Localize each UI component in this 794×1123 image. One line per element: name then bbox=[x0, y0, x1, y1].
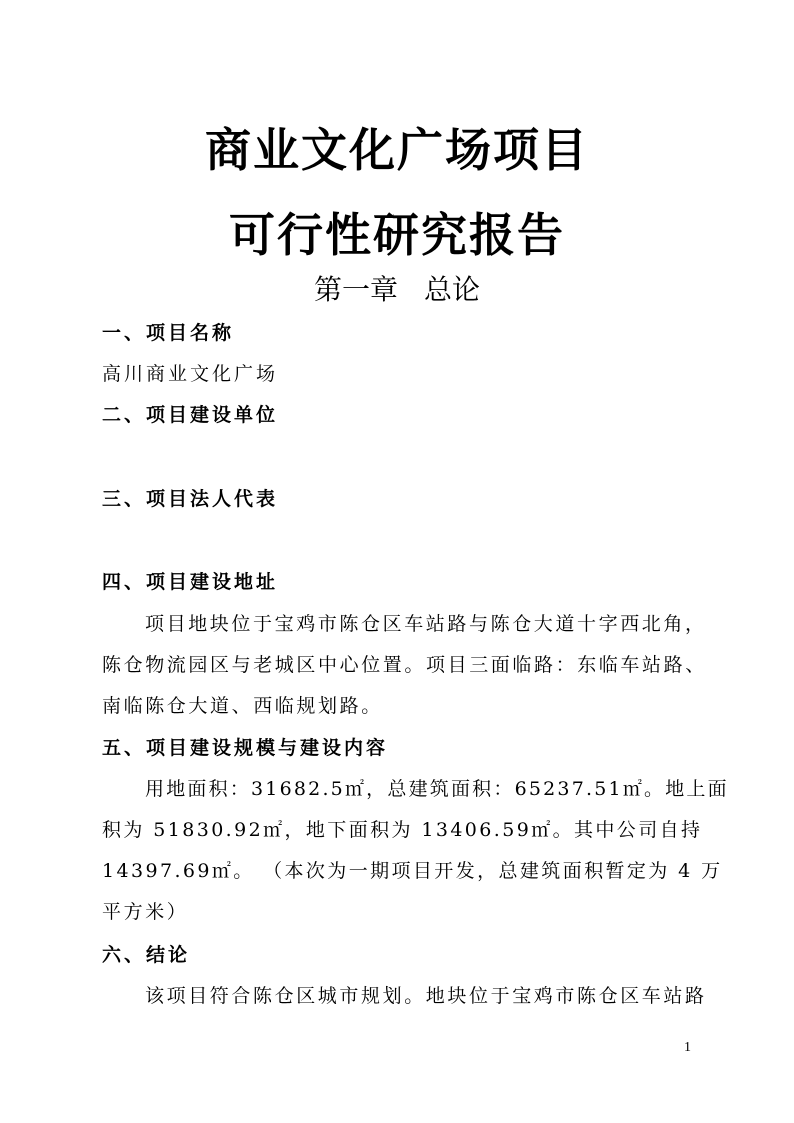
location-line-2: 陈仓物流园区与老城区中心位置。项目三面临路：东临车站路、 bbox=[102, 654, 707, 676]
section-heading-construction-unit: 二、项目建设单位 bbox=[102, 404, 279, 426]
location-line-3: 南临陈仓大道、西临规划路。 bbox=[102, 695, 383, 717]
scale-line-2: 积为 51830.92㎡，地下面积为 13406.59㎡。其中公司自持 bbox=[102, 819, 703, 841]
section-heading-location: 四、项目建设地址 bbox=[102, 571, 279, 593]
section-heading-scale: 五、项目建设规模与建设内容 bbox=[102, 737, 389, 759]
chapter-heading bbox=[0, 270, 794, 310]
scale-line-1: 用地面积：31682.5㎡，总建筑面积：65237.51㎡。地上面 bbox=[145, 778, 729, 800]
section-body-project-name: 高川商业文化广场 bbox=[102, 363, 279, 385]
chapter-name: 总论 bbox=[424, 273, 481, 306]
report-title-line1: 商业文化广场项目 bbox=[205, 123, 589, 177]
section-heading-conclusion: 六、结论 bbox=[102, 944, 191, 966]
page-number: 1 bbox=[684, 1040, 691, 1055]
scale-line-3: 14397.69㎡。 （本次为一期项目开发，总建筑面积暂定为 4 万 bbox=[102, 860, 723, 882]
conclusion-line-1: 该项目符合陈仓区城市规划。地块位于宝鸡市陈仓区车站路 bbox=[145, 985, 707, 1007]
chapter-number: 第一章 bbox=[313, 273, 398, 306]
section-heading-project-name: 一、项目名称 bbox=[102, 322, 235, 344]
report-title-line2: 可行性研究报告 bbox=[229, 208, 565, 262]
scale-line-4: 平方米） bbox=[102, 901, 189, 923]
location-line-1: 项目地块位于宝鸡市陈仓区车站路与陈仓大道十字西北角， bbox=[145, 613, 707, 635]
section-heading-legal-representative: 三、项目法人代表 bbox=[102, 488, 279, 510]
